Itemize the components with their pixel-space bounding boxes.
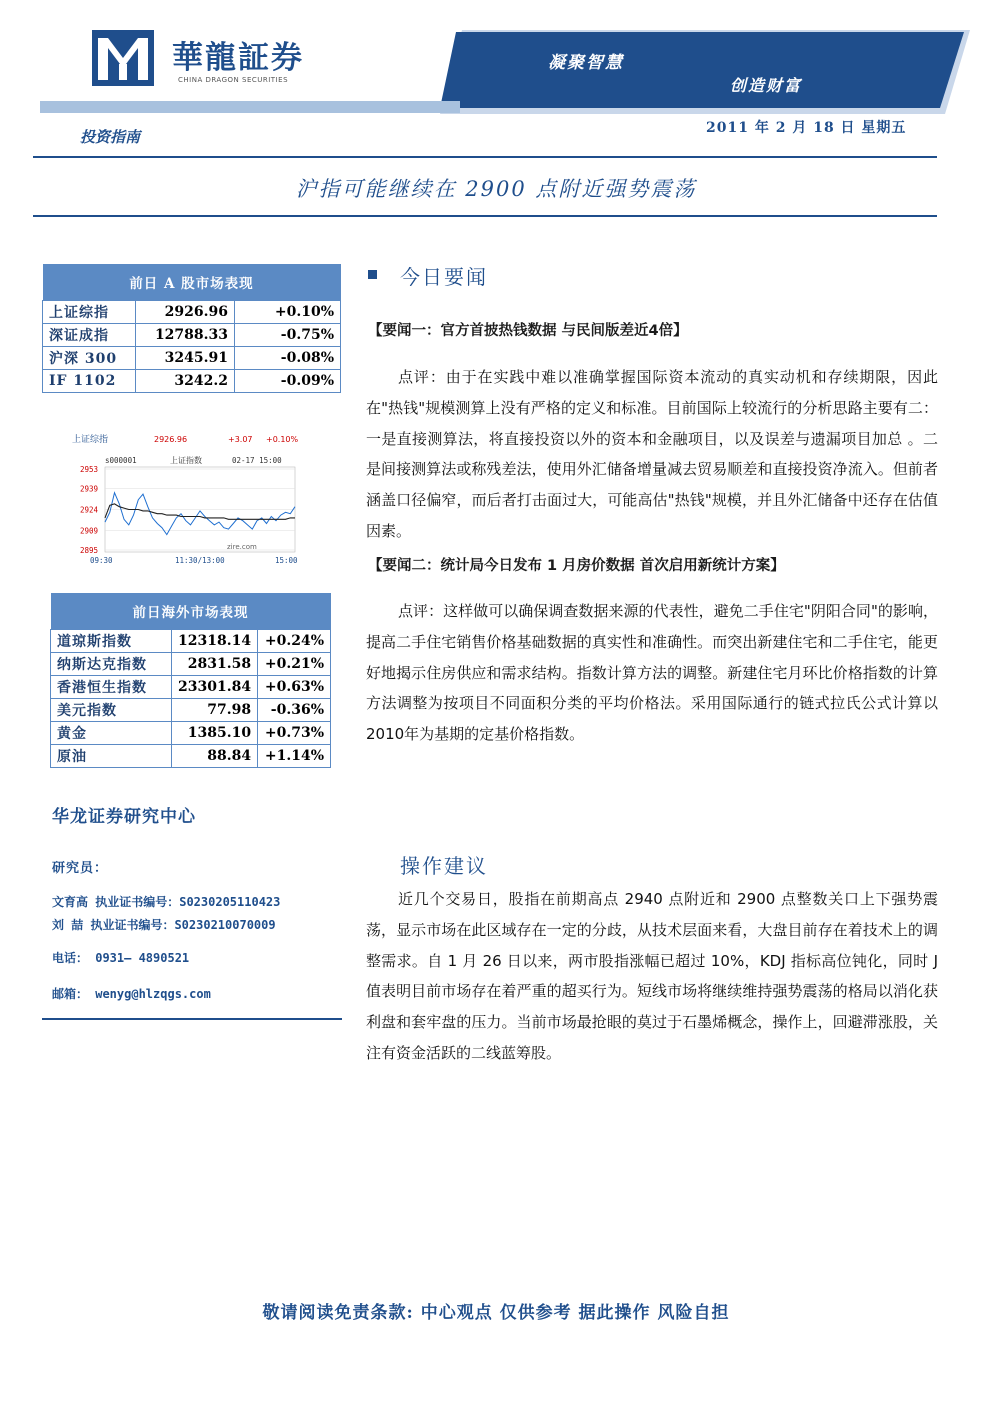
chart-y-tick-label: 2924 bbox=[80, 505, 99, 515]
market-name: 香港恒生指数 bbox=[51, 676, 172, 699]
index-value: 3245.91 bbox=[136, 347, 235, 370]
index-name: 沪深 300 bbox=[43, 347, 136, 370]
market-change: +0.21% bbox=[258, 653, 331, 676]
header-strip bbox=[40, 101, 460, 113]
table-row bbox=[51, 722, 331, 745]
market-name: 黄金 bbox=[51, 722, 172, 745]
market-name: 原油 bbox=[51, 745, 172, 768]
chart-pct: +0.10% bbox=[266, 435, 299, 444]
slogan-line-2: 创造财富 bbox=[730, 76, 803, 95]
news-bullet-icon bbox=[368, 270, 377, 279]
market-value: 88.84 bbox=[172, 745, 258, 768]
index-value: 3242.2 bbox=[136, 370, 235, 393]
analyst-2: 刘 喆 执业证书编号：S0230210070009 bbox=[52, 918, 276, 932]
contact-phone: 电话： 0931— 4890521 bbox=[52, 951, 190, 965]
chart-y-tick-label: 2895 bbox=[80, 546, 99, 555]
divider-top bbox=[33, 156, 937, 158]
index-value: 2926.96 bbox=[136, 301, 235, 324]
slogan-banner bbox=[440, 30, 970, 114]
news-item-2-title: 【要闻二：统计局今日发布 1 月房价数据 首次启用新统计方案】 bbox=[368, 558, 785, 574]
chart-x-tick-label: 11:30/13:00 bbox=[175, 556, 225, 565]
index-change: -0.08% bbox=[235, 347, 341, 370]
chart-x-tick-label: 09:30 bbox=[90, 556, 113, 565]
disclaimer-footer: 敬请阅读免责条款: 中心观点 仅供参考 据此操作 风险自担 bbox=[262, 1303, 730, 1323]
chart-change: +3.07 bbox=[228, 435, 253, 444]
divider-title bbox=[33, 215, 937, 217]
chart-datetime: 02-17 15:00 bbox=[232, 456, 282, 465]
analyst-1: 文育高 执业证书编号：S0230205110423 bbox=[52, 895, 281, 909]
table-row bbox=[51, 745, 331, 768]
news-item-2-body: 点评：这样做可以确保调查数据来源的代表性，避免二手住宅"阴阳合同"的影响，提高二手住宅销售价格基础数据的真实性和准确性。而突出新建住宅和二手住宅，能更好地揭示住房供应和需求结构。指数计算方法的调整。新建住宅月环比价格指数的计算方法调整为按项目不同面积分类的平均价格法。采用国际通行的链式拉氏公式计算以2010年为基期的定基价格指数。 bbox=[366, 602, 938, 744]
chart-y-tick-label: 2909 bbox=[80, 526, 99, 536]
market-value: 1385.10 bbox=[172, 722, 258, 745]
a-share-table-header: 前日 A 股市场表现 bbox=[43, 264, 341, 301]
a-share-market-table bbox=[42, 264, 341, 393]
market-change: +0.73% bbox=[258, 722, 331, 745]
table-row bbox=[51, 699, 331, 722]
market-value: 23301.84 bbox=[172, 676, 258, 699]
researcher-label: 研究员： bbox=[52, 861, 109, 876]
index-change: -0.09% bbox=[235, 370, 341, 393]
market-change: +1.14% bbox=[258, 745, 331, 768]
market-name: 道琼斯指数 bbox=[51, 630, 172, 653]
overseas-table-header: 前日海外市场表现 bbox=[51, 593, 331, 630]
table-row bbox=[43, 347, 341, 370]
research-center-title: 华龙证券研究中心 bbox=[52, 807, 196, 827]
market-name: 美元指数 bbox=[51, 699, 172, 722]
chart-x-tick-label: 15:00 bbox=[275, 556, 298, 565]
index-change: -0.75% bbox=[235, 324, 341, 347]
chart-source: zire.com bbox=[227, 543, 257, 551]
market-change: +0.63% bbox=[258, 676, 331, 699]
table-row bbox=[51, 676, 331, 699]
chart-code: s000001 bbox=[105, 456, 137, 465]
report-date: 2011 年 2 月 18 日 星期五 bbox=[706, 120, 907, 136]
table-row bbox=[43, 370, 341, 393]
index-value: 12788.33 bbox=[136, 324, 235, 347]
chart-y-tick-label: 2939 bbox=[80, 484, 99, 494]
report-title: 沪指可能继续在 2900 点附近强势震荡 bbox=[295, 177, 697, 201]
company-logo-text: 華龍証券 bbox=[172, 40, 304, 76]
table-row bbox=[51, 653, 331, 676]
chart-label: 上证指数 bbox=[170, 456, 202, 465]
section-label: 投资指南 bbox=[80, 128, 141, 146]
chart-index-name: 上证综指 bbox=[72, 435, 109, 445]
news-item-1-body: 点评：由于在实践中难以准确掌握国际资本流动的真实动机和存续期限，因此在"热钱"规模测算上没有严格的定义和标准。目前国际上较流行的分析思路主要有二：一是直接测算法，将直接投资以外的资本和金融项目，以及误差与遗漏项目加总 。二是间接测算法或称残差法，使用外汇储备增量减去贸易顺差和直接投资净流入。但前者涵盖口径偏窄，而后者打击面过大，可能高估"热钱"规模，并且外汇储备中还存在估值因素。 bbox=[366, 368, 938, 540]
index-change: +0.10% bbox=[235, 301, 341, 324]
research-divider bbox=[42, 1018, 342, 1020]
market-change: +0.24% bbox=[258, 630, 331, 653]
table-row bbox=[51, 630, 331, 653]
overseas-market-table bbox=[50, 593, 331, 768]
market-name: 纳斯达克指数 bbox=[51, 653, 172, 676]
company-logo-mark bbox=[92, 30, 154, 86]
chart-y-tick-label: 2953 bbox=[80, 465, 99, 474]
contact-email[interactable]: 邮箱： wenyg@hlzqgs.com bbox=[52, 987, 211, 1001]
index-name: IF 1102 bbox=[43, 370, 136, 393]
chart-price: 2926.96 bbox=[154, 435, 188, 444]
index-name: 深证成指 bbox=[43, 324, 136, 347]
slogan-line-1: 凝聚智慧 bbox=[548, 53, 624, 73]
market-change: -0.36% bbox=[258, 699, 331, 722]
intraday-chart bbox=[52, 427, 302, 567]
market-value: 12318.14 bbox=[172, 630, 258, 653]
market-value: 2831.58 bbox=[172, 653, 258, 676]
table-row bbox=[43, 301, 341, 324]
operation-body: 近几个交易日，股指在前期高点 2940 点附近和 2900 点整数关口上下强势震荡，显示市场在此区域存在一定的分歧，从技术层面来看，大盘目前存在着技术上的调整需求。自 1 月 26 日以来，两市股指涨幅已超过 10%，KDJ 指标高位钝化，同时 J 值表明目前市场存在着严重的超买行为。短线市场将继续维持强势震荡的格局以消化获利盘和套牢盘的压力。当前市场最抢眼的莫过于石墨烯概念，操作上，回避滞涨股，关注有资金活跃的二线蓝筹股。 bbox=[366, 890, 938, 1062]
news-heading: 今日要闻 bbox=[400, 265, 488, 289]
table-row bbox=[43, 324, 341, 347]
index-name: 上证综指 bbox=[43, 301, 136, 324]
news-item-1-title: 【要闻一：官方首披热钱数据 与民间版差近4倍】 bbox=[368, 323, 688, 339]
company-logo-subtitle: CHINA DRAGON SECURITIES bbox=[178, 76, 289, 84]
operation-heading: 操作建议 bbox=[400, 854, 488, 878]
market-value: 77.98 bbox=[172, 699, 258, 722]
